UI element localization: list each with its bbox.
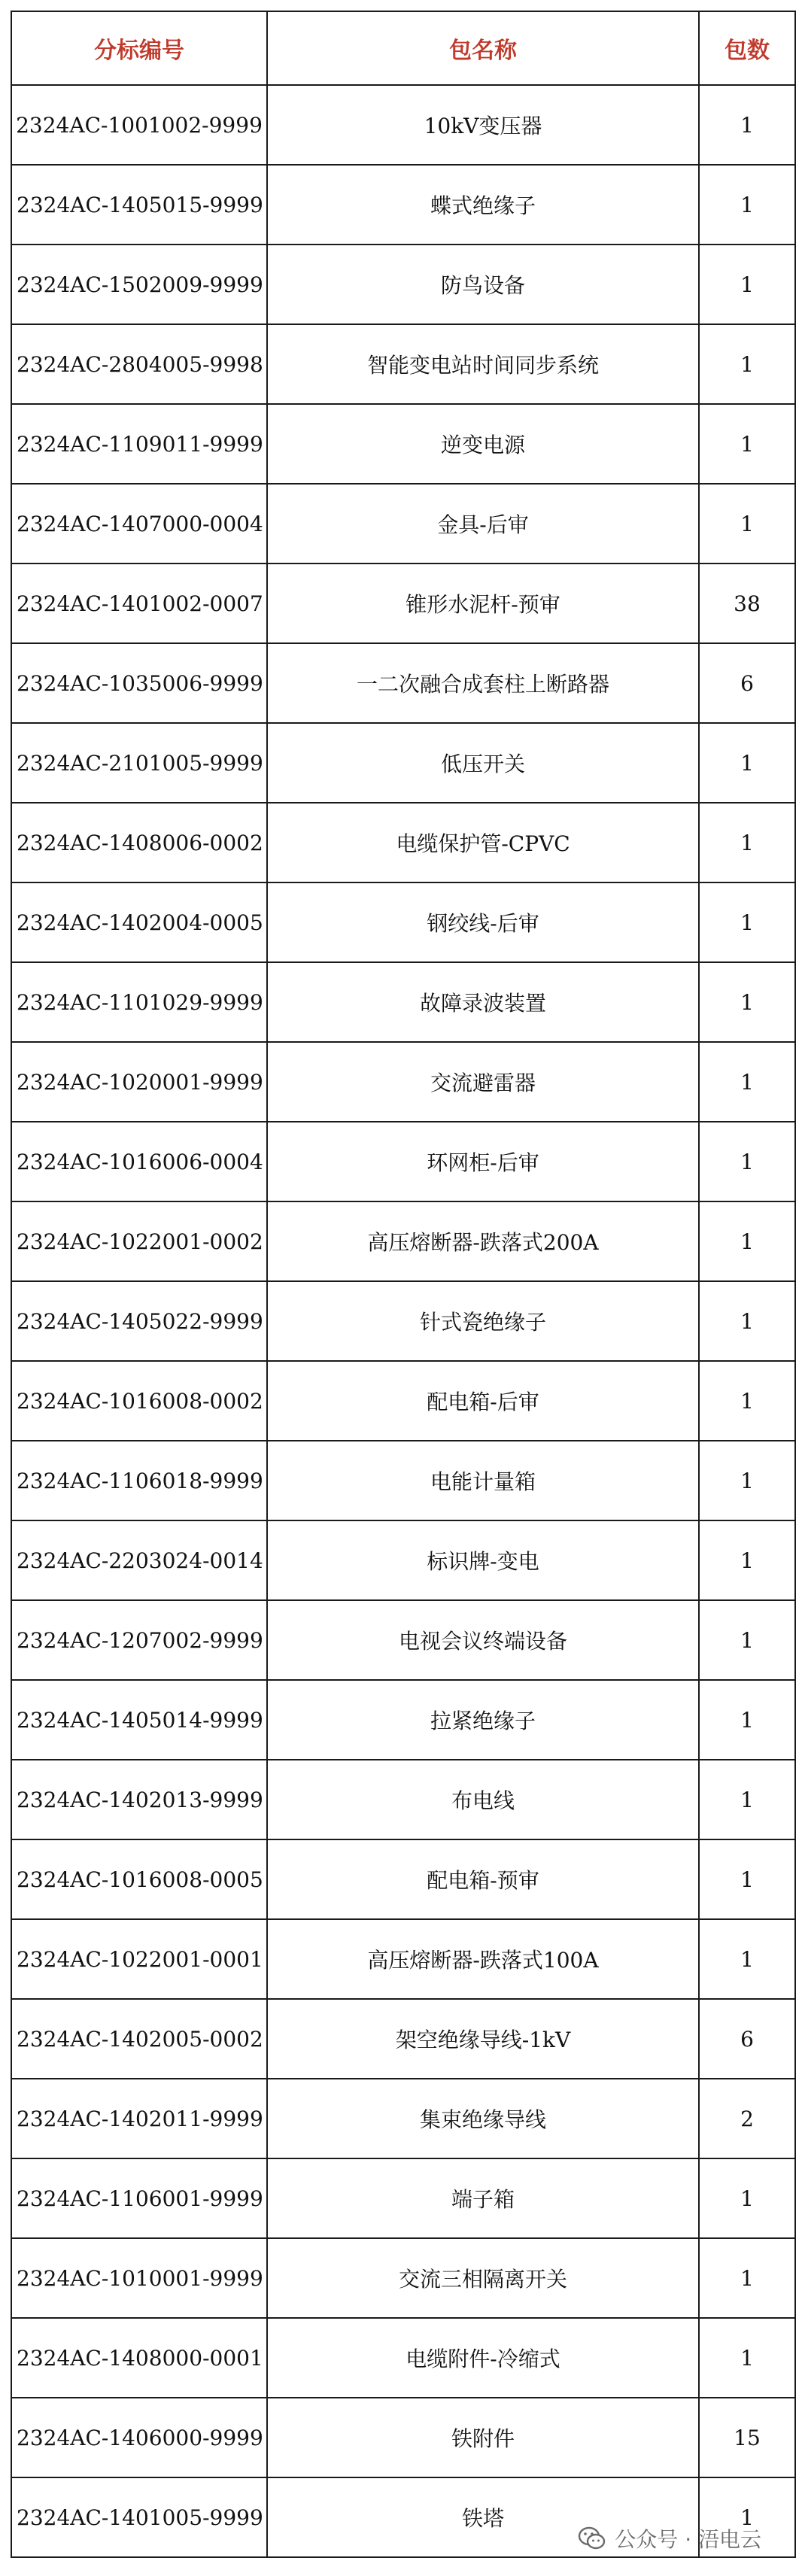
cell-code: 2324AC-1402005-0002 bbox=[11, 1999, 267, 2079]
cell-code: 2324AC-2203024-0014 bbox=[11, 1520, 267, 1600]
cell-code: 2324AC-1406000-9999 bbox=[11, 2398, 267, 2477]
table-row bbox=[11, 1042, 795, 1122]
table-row bbox=[11, 1520, 795, 1600]
cell-code: 2324AC-1035006-9999 bbox=[11, 643, 267, 723]
cell-code: 2324AC-1106001-9999 bbox=[11, 2158, 267, 2238]
cell-code: 2324AC-1022001-0002 bbox=[11, 1201, 267, 1281]
cell-count: 1 bbox=[699, 1600, 795, 1680]
cell-name: 配电箱-后审 bbox=[267, 1361, 699, 1441]
table-row bbox=[11, 1919, 795, 1999]
cell-code: 2324AC-1016006-0004 bbox=[11, 1122, 267, 1201]
table-row bbox=[11, 2238, 795, 2318]
cell-count: 1 bbox=[699, 2477, 795, 2557]
cell-count: 1 bbox=[699, 1441, 795, 1520]
cell-count: 1 bbox=[699, 1201, 795, 1281]
table-row bbox=[11, 1361, 795, 1441]
watermark-text: 公众号 · 浯电云 bbox=[615, 2527, 761, 2552]
cell-code: 2324AC-1016008-0005 bbox=[11, 1839, 267, 1919]
table-row bbox=[11, 1441, 795, 1520]
cell-code: 2324AC-1405015-9999 bbox=[11, 165, 267, 245]
cell-count: 1 bbox=[699, 404, 795, 484]
cell-name: 金具-后审 bbox=[267, 484, 699, 564]
cell-code: 2324AC-1407000-0004 bbox=[11, 484, 267, 564]
cell-count: 1 bbox=[699, 1042, 795, 1122]
cell-name: 钢绞线-后审 bbox=[267, 882, 699, 962]
cell-code: 2324AC-1405022-9999 bbox=[11, 1281, 267, 1361]
table-row bbox=[11, 484, 795, 564]
cell-count: 2 bbox=[699, 2079, 795, 2158]
cell-name: 架空绝缘导线-1kV bbox=[267, 1999, 699, 2079]
table-header-row bbox=[11, 11, 795, 85]
table-row bbox=[11, 803, 795, 882]
cell-count: 1 bbox=[699, 245, 795, 324]
cell-count: 1 bbox=[699, 1520, 795, 1600]
cell-name: 电能计量箱 bbox=[267, 1441, 699, 1520]
cell-count: 1 bbox=[699, 1839, 795, 1919]
table-row bbox=[11, 2079, 795, 2158]
cell-name: 针式瓷绝缘子 bbox=[267, 1281, 699, 1361]
table-row bbox=[11, 1839, 795, 1919]
cell-name: 铁塔 bbox=[267, 2477, 699, 2557]
cell-count: 1 bbox=[699, 324, 795, 404]
table-row bbox=[11, 2318, 795, 2398]
cell-code: 2324AC-1408006-0002 bbox=[11, 803, 267, 882]
cell-name: 交流避雷器 bbox=[267, 1042, 699, 1122]
cell-name: 故障录波装置 bbox=[267, 962, 699, 1042]
bid-package-table bbox=[11, 11, 796, 2558]
table-row bbox=[11, 1600, 795, 1680]
cell-code: 2324AC-1020001-9999 bbox=[11, 1042, 267, 1122]
cell-name: 蝶式绝缘子 bbox=[267, 165, 699, 245]
cell-count: 1 bbox=[699, 484, 795, 564]
cell-code: 2324AC-1502009-9999 bbox=[11, 245, 267, 324]
cell-name: 高压熔断器-跌落式100A bbox=[267, 1919, 699, 1999]
table-row bbox=[11, 564, 795, 643]
cell-count: 1 bbox=[699, 882, 795, 962]
table-row bbox=[11, 2158, 795, 2238]
cell-count: 1 bbox=[699, 1680, 795, 1760]
table-row bbox=[11, 85, 795, 165]
table-row bbox=[11, 324, 795, 404]
cell-code: 2324AC-1022001-0001 bbox=[11, 1919, 267, 1999]
cell-count: 1 bbox=[699, 1281, 795, 1361]
cell-code: 2324AC-1106018-9999 bbox=[11, 1441, 267, 1520]
cell-code: 2324AC-1402004-0005 bbox=[11, 882, 267, 962]
cell-name: 电缆附件-冷缩式 bbox=[267, 2318, 699, 2398]
cell-name: 环网柜-后审 bbox=[267, 1122, 699, 1201]
cell-code: 2324AC-2101005-9999 bbox=[11, 723, 267, 803]
table-row bbox=[11, 1999, 795, 2079]
cell-code: 2324AC-2804005-9998 bbox=[11, 324, 267, 404]
table-row bbox=[11, 245, 795, 324]
cell-count: 1 bbox=[699, 1919, 795, 1999]
cell-name: 智能变电站时间同步系统 bbox=[267, 324, 699, 404]
cell-name: 交流三相隔离开关 bbox=[267, 2238, 699, 2318]
cell-code: 2324AC-1016008-0002 bbox=[11, 1361, 267, 1441]
cell-count: 1 bbox=[699, 1122, 795, 1201]
header-code: 分标编号 bbox=[11, 11, 267, 85]
cell-code: 2324AC-1405014-9999 bbox=[11, 1680, 267, 1760]
cell-name: 10kV变压器 bbox=[267, 85, 699, 165]
cell-code: 2324AC-1402011-9999 bbox=[11, 2079, 267, 2158]
table-row bbox=[11, 1201, 795, 1281]
cell-name: 锥形水泥杆-预审 bbox=[267, 564, 699, 643]
cell-name: 布电线 bbox=[267, 1760, 699, 1839]
cell-code: 2324AC-1207002-9999 bbox=[11, 1600, 267, 1680]
table-row bbox=[11, 882, 795, 962]
cell-count: 6 bbox=[699, 1999, 795, 2079]
table-row bbox=[11, 2398, 795, 2477]
cell-name: 标识牌-变电 bbox=[267, 1520, 699, 1600]
cell-count: 15 bbox=[699, 2398, 795, 2477]
cell-count: 1 bbox=[699, 1760, 795, 1839]
cell-count: 1 bbox=[699, 2158, 795, 2238]
wechat-icon bbox=[577, 2523, 607, 2553]
watermark bbox=[577, 2523, 761, 2553]
cell-count: 1 bbox=[699, 1361, 795, 1441]
cell-code: 2324AC-1401005-9999 bbox=[11, 2477, 267, 2557]
cell-count: 1 bbox=[699, 85, 795, 165]
cell-name: 铁附件 bbox=[267, 2398, 699, 2477]
cell-count: 1 bbox=[699, 723, 795, 803]
cell-code: 2324AC-1010001-9999 bbox=[11, 2238, 267, 2318]
cell-code: 2324AC-1001002-9999 bbox=[11, 85, 267, 165]
cell-name: 一二次融合成套柱上断路器 bbox=[267, 643, 699, 723]
header-count: 包数 bbox=[699, 11, 795, 85]
cell-name: 防鸟设备 bbox=[267, 245, 699, 324]
table-row bbox=[11, 1281, 795, 1361]
cell-name: 电视会议终端设备 bbox=[267, 1600, 699, 1680]
cell-count: 1 bbox=[699, 962, 795, 1042]
cell-name: 逆变电源 bbox=[267, 404, 699, 484]
cell-name: 高压熔断器-跌落式200A bbox=[267, 1201, 699, 1281]
cell-count: 1 bbox=[699, 803, 795, 882]
cell-count: 38 bbox=[699, 564, 795, 643]
table-row bbox=[11, 404, 795, 484]
cell-code: 2324AC-1402013-9999 bbox=[11, 1760, 267, 1839]
cell-code: 2324AC-1408000-0001 bbox=[11, 2318, 267, 2398]
table-row bbox=[11, 1122, 795, 1201]
cell-count: 1 bbox=[699, 2318, 795, 2398]
table-row bbox=[11, 643, 795, 723]
table-row bbox=[11, 723, 795, 803]
cell-code: 2324AC-1109011-9999 bbox=[11, 404, 267, 484]
cell-name: 集束绝缘导线 bbox=[267, 2079, 699, 2158]
cell-count: 1 bbox=[699, 2238, 795, 2318]
cell-count: 6 bbox=[699, 643, 795, 723]
cell-name: 电缆保护管-CPVC bbox=[267, 803, 699, 882]
cell-code: 2324AC-1101029-9999 bbox=[11, 962, 267, 1042]
cell-code: 2324AC-1401002-0007 bbox=[11, 564, 267, 643]
table-row bbox=[11, 962, 795, 1042]
header-name: 包名称 bbox=[267, 11, 699, 85]
cell-count: 1 bbox=[699, 165, 795, 245]
table-row bbox=[11, 165, 795, 245]
table-row bbox=[11, 1760, 795, 1839]
cell-name: 拉紧绝缘子 bbox=[267, 1680, 699, 1760]
cell-name: 配电箱-预审 bbox=[267, 1839, 699, 1919]
table-row bbox=[11, 1680, 795, 1760]
cell-name: 端子箱 bbox=[267, 2158, 699, 2238]
cell-name: 低压开关 bbox=[267, 723, 699, 803]
